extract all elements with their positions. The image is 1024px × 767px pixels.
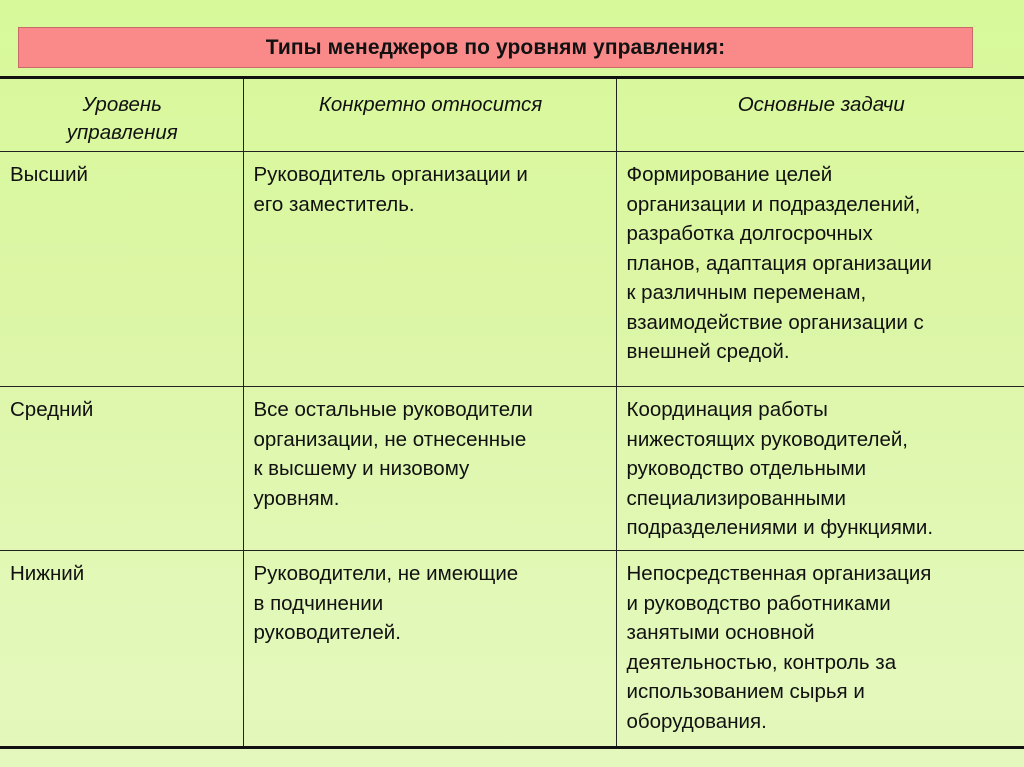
cell-level-text: Средний — [10, 398, 94, 421]
table-row — [0, 551, 1024, 748]
cell-who-text: Все остальные руководители организации, не отнесенные к высшему и низовому уровням. — [253, 398, 533, 510]
title-banner — [18, 27, 973, 68]
cell-tasks-text: Координация работы нижестоящих руководителей, руководство отдельными специализированными подразделениями и функциями. — [626, 398, 934, 539]
cell-level — [0, 387, 243, 551]
cell-level-text: Нижний — [10, 562, 85, 585]
cell-level — [0, 152, 243, 387]
cell-who — [243, 551, 616, 748]
header-tasks-label: Основные задачи — [737, 93, 905, 116]
cell-who-text: Руководители, не имеющие в подчинении руководителей. — [253, 562, 519, 644]
cell-tasks — [616, 551, 1024, 748]
table-row — [0, 152, 1024, 387]
cell-who — [243, 387, 616, 551]
managers-table — [0, 76, 1024, 749]
header-tasks — [616, 78, 1024, 152]
page-title: Типы менеджеров по уровням управления: — [265, 35, 726, 59]
cell-tasks — [616, 387, 1024, 551]
cell-level-text: Высший — [10, 163, 89, 186]
managers-table-container — [0, 76, 1024, 744]
table-row — [0, 387, 1024, 551]
cell-tasks-text: Непосредственная организация и руководство работниками занятыми основной деятельностью, контроль за использованием сырья и оборудования. — [626, 562, 932, 733]
cell-who — [243, 152, 616, 387]
header-who-label: Конкретно относится — [318, 93, 543, 116]
cell-level — [0, 551, 243, 748]
header-who — [243, 78, 616, 152]
header-level — [0, 78, 243, 152]
cell-tasks — [616, 152, 1024, 387]
table-header-row — [0, 78, 1024, 152]
cell-who-text: Руководитель организации и его заместитель. — [253, 163, 528, 216]
cell-tasks-text: Формирование целей организации и подразделений, разработка долгосрочных планов, адаптация организации к различным переменам, взаимодействие организации с внешней средой. — [626, 163, 932, 363]
header-level-label: Уровень управления — [66, 93, 178, 144]
